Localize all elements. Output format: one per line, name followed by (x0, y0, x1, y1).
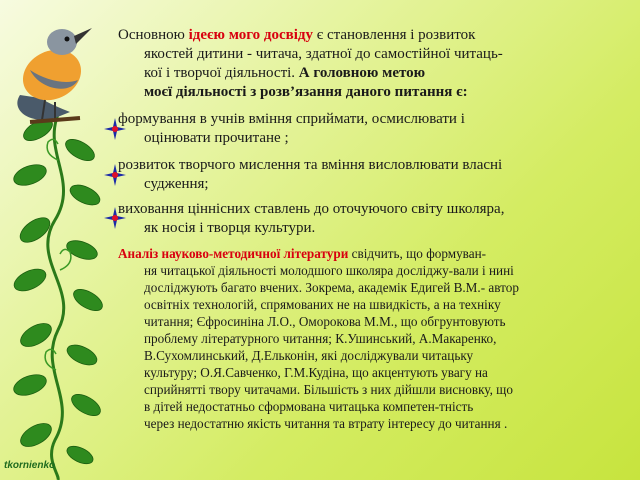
slide-text (118, 26, 628, 432)
bullet-2-line-1: розвиток творчого мислення та вміння висловлювати власні (118, 157, 503, 173)
intro-line-3 (118, 64, 628, 83)
intro-line-4: моєї діяльності з розв’язання даного питання є: (144, 84, 468, 100)
literature-line: освітніх технологій, спрямованих не на швидкість, а на техніку (144, 297, 501, 312)
intro-line-2: якостей дитини - читача, здатної до самостійної читаць- (144, 46, 503, 62)
intro-text: кої і творчої діяльності. (144, 65, 299, 81)
bullet-2-line-2: судження; (144, 176, 209, 192)
intro-text: Основною (118, 27, 189, 43)
literature-line: досліджують багато вчених. Зокрема, академік Едигей В.М.- автор (144, 280, 519, 295)
literature-line: в дітей недостатньо сформована читацька компетен-тність (144, 399, 474, 414)
literature-line: читання; Єфросиніна Л.О., Оморокова М.М., що обгрунтовують (144, 314, 506, 329)
bullet-1-line-1: формування в учнів вміння сприймати, осмислювати і (118, 111, 465, 127)
intro-line-1 (118, 26, 628, 45)
literature-line: В.Сухомлинський, Д.Ельконін, які досліджували читацьку (144, 348, 474, 363)
literature-line-1 (118, 245, 628, 262)
bullet-1-line-2: оцінювати прочитане ; (144, 130, 289, 146)
bird-icon (0, 0, 120, 130)
bullet-3-line-2: як носія і творця культури. (144, 220, 316, 236)
idea-highlight: ідеєю мого досвіду (188, 27, 314, 43)
literature-heading: Аналіз науково-методичної літератури (118, 246, 349, 261)
literature-line: сприйнятті твору читачами. Більшість з них дійшли висновку, що (144, 382, 513, 397)
intro-text: є становлення і розвиток (313, 27, 476, 43)
literature-line: проблему літературного читання; К.Ушинський, А.Макаренко, (144, 331, 497, 346)
literature-line: культуру; О.Я.Савченко, Г.М.Кудіна, що акцентують увагу на (144, 365, 488, 380)
goal-highlight: А головною метою (298, 65, 426, 81)
literature-text: свідчить, що формуван- (348, 246, 487, 261)
literature-analysis (118, 245, 628, 432)
watermark: tkornienko (4, 460, 56, 471)
bullet-3-line-1: виховання ціннісних ставлень до оточуючого світу школяра, (118, 201, 505, 217)
literature-line: ня читацької діяльності молодшого школяра досліджу-вали і нині (144, 263, 514, 278)
literature-line: через недостатню якість читання та втрату інтересу до читання . (144, 416, 508, 431)
